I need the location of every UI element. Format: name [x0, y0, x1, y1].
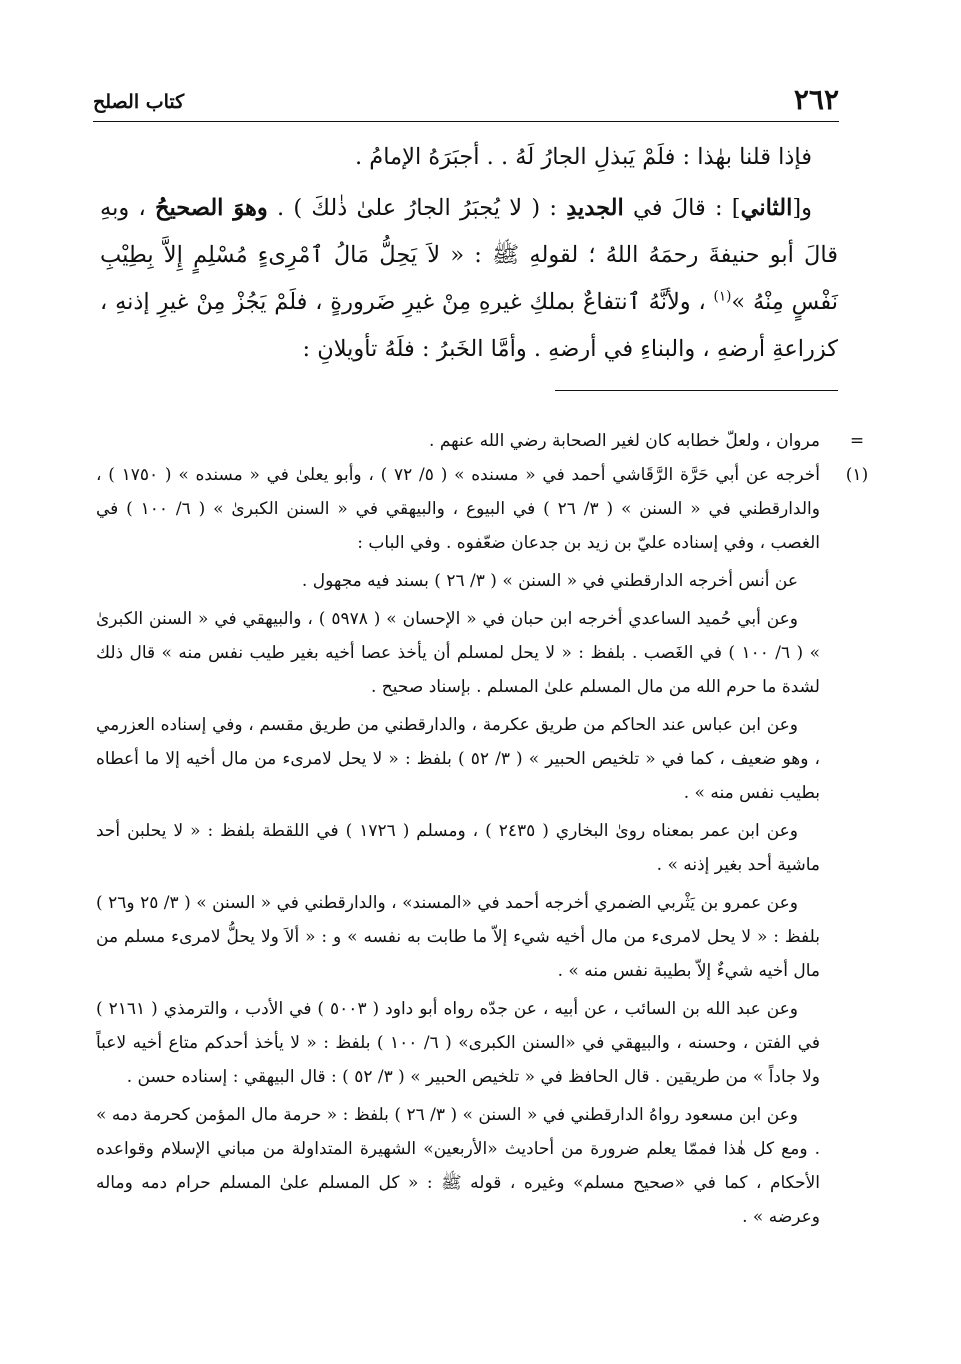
term-new-doctrine: الجديدِ [566, 195, 624, 221]
footnote-paragraph: وعن ابن عمر بمعناه روىٰ البخاري ( ٢٤٣٥ ) ، ومسلم ( ١٧٢٦ ) في اللقطة بلفظ : « لا يحلبن أحد ماشية أحد بغير إذنه » . [96, 821, 820, 875]
continuation-text: مروان ، ولعلّ خطابه كان لغير الصحابة رضي الله عنهم . [429, 431, 820, 451]
running-head [93, 82, 839, 116]
book-title: كتاب الصلح [93, 91, 185, 113]
continuation-marker: = [849, 431, 865, 451]
footnote-paragraph: وعن أبي حُميد الساعدي أخرجه ابن حبان في « الإحسان » ( ٥٩٧٨ ) ، والبيهقي في « السنن الكبرىٰ » ( ٦/ ١٠٠ ) في الغَصب . بلفظ : « لا يحل لمسلم أن يأخذ عصا أخيه بغير طيب نفس منه » قال ذلك لشدة ما حرم الله من مال المسلم علىٰ المسلم . بإسناد صحيح . [96, 609, 820, 697]
main-paragraph-2 [100, 185, 838, 373]
hadith-text: ، وبهِ قالَ أبو حنيفةَ رحمَهُ اللهُ ؛ لقولهِ ﷺ : « لاَ يَحِلُّ مَالُ ٱمْرِىءٍ مُسْلِمٍ إِلاَّ بِطِيْبِ نَفْسٍ مِنْهُ » [100, 195, 838, 315]
main-text [100, 134, 838, 373]
footnote-1-marker: (١) [845, 465, 869, 485]
footnote-1 [96, 458, 882, 1234]
header-rule [93, 121, 839, 122]
main-paragraph-1: فإذا قلنا بهٰذا : فلَمْ يَبذلِ الجارُ لَهُ . . أجبَرَهُ الإمامُ . [354, 144, 812, 170]
footnote-paragraph: وعن ابن عباس عند الحاكم من طريق عكرمة ، والدارقطني من طريق مقسم ، وفي إسناده العزرمي ، وهو ضعيف ، كما في « تلخيص الحبير » ( ٣/ ٥٢ ) بلفظ : « لا يحل لامرىء من مال أخيه إلا ما أعطاه بطيب نفس منه » . [96, 715, 821, 803]
footnote-reference: (١) [713, 288, 732, 305]
footnote-paragraph: أخرجه عن أبي حَرَّة الرَّقَاشي أحمد في « مسنده » ( ٥/ ٧٢ ) ، وأبو يعلىٰ في « مسنده » ( ١٧٥٠ ) ، والدارقطني في « السنن » ( ٣/ ٢٦ ) في البيوع ، والبيهقي في « السنن الكبرىٰ » ( ٦/ ١٠٠ ) في الغصب ، وفي إسناده عليّ بن زيد بن جدعان ضعّفوه . وفي الباب : [96, 465, 820, 553]
bracket-close: ] : قالَ في [623, 195, 741, 221]
footnote-paragraph: عن أنس أخرجه الدارقطني في « السنن » ( ٣/ ٢٦ ) بسند فيه مجهول . [301, 571, 798, 591]
footnote-rule [555, 390, 838, 391]
quoted-ruling: : ( لا يُجبَرُ الجارُ علىٰ ذٰلكَ ) . [267, 195, 567, 221]
term-correct: وهوَ الصحيحُ [154, 195, 268, 221]
footnote-paragraph: وعن عمرو بن يَثْربي الضمري أخرجه أحمد في «المسند» ، والدارقطني في « السنن » ( ٣/ ٢٥ و٢٦ ) بلفظ : « لا يحل لامرىء من مال أخيه شيء إلاّ ما طابت به نفسه » و : « ألاَ ولا يحلُّ لامرىء مسلم من مال أخيه شيءٌ إلاّ بطيبة نفس منه » . [96, 893, 820, 981]
argument-text: ، ولأنَّهُ ٱنتفاعٌ بملكِ غيرهِ مِنْ غيرِ ضَرورةٍ ، فلَمْ يَجُزْ مِنْ غيرِ إذنهِ ، كزراعةِ أرضهِ ، والبناءِ في أرضهِ . وأمَّا الخَبرُ : فلَهُ تأويلانِ : [100, 289, 838, 362]
footnotes [96, 424, 882, 1234]
footnote-paragraph: وعن ابن مسعود رواهُ الدارقطني في « السنن » ( ٣/ ٢٦ ) بلفظ : « حرمة مال المؤمن كحرمة دمه » . ومع كل هٰذا فممّا يعلم ضرورة من أحاديث «الأربعين» الشهيرة المتداولة من مباني الإسلام وقواعده الأحكام ، كما في «صحيح مسلم» وغيره ، قوله ﷺ : « كل المسلم علىٰ المسلم حرام دمه وماله وعرضه » . [96, 1105, 820, 1227]
footnote-paragraph: وعن عبد الله بن السائب ، عن أبيه ، عن جدّه رواه أبو داود ( ٥٠٠٣ ) في الأدب ، والترمذي ( ٢١٦١ ) في الفتن ، وحسنه ، والبيهقي في «السنن الكبرى» ( ٦/ ١٠٠ ) بلفظ : « لا يأخذ أحدكم متاع أخيه لاعباً ولا جاداً » من طريقين . قال الحافظ في « تلخيص الحبير » ( ٣/ ٥٢ ) : قال البيهقي : إسناده حسن . [96, 999, 820, 1087]
page-number: ٢٦٢ [793, 83, 839, 116]
label-second: الثاني [740, 195, 793, 221]
footnote-continuation [96, 424, 882, 458]
bracket-open: و[ [792, 195, 812, 221]
